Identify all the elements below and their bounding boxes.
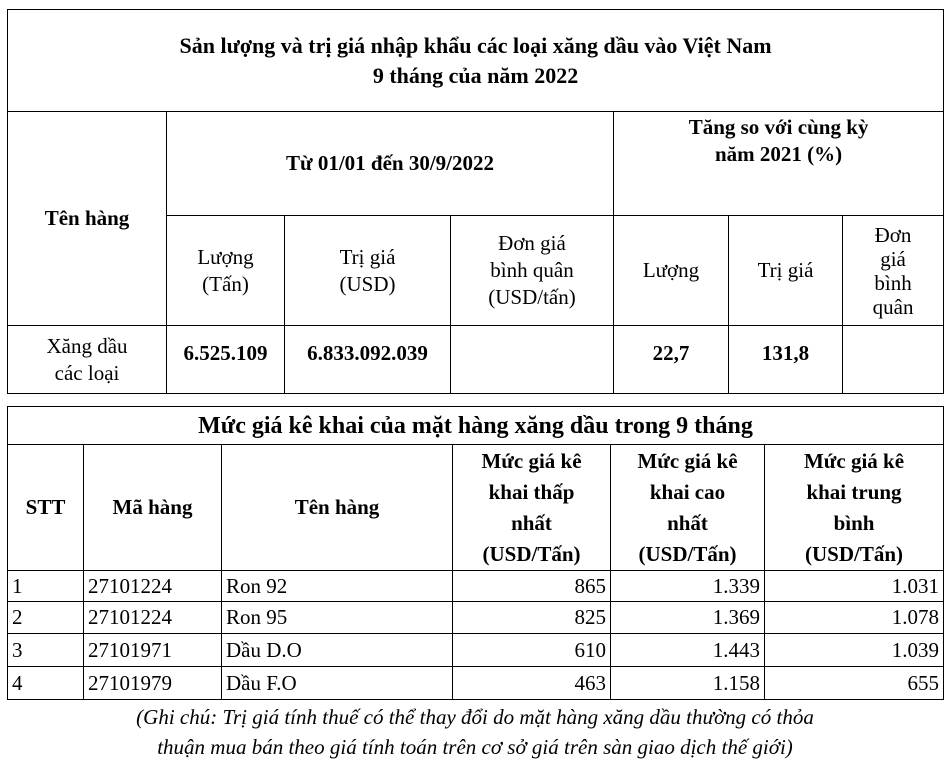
row-unit-price — [451, 326, 614, 394]
avg-price-header-line3: bình — [833, 510, 875, 535]
max-price-header-line2: khai cao — [649, 479, 726, 504]
row-max-price: 1.339 — [611, 571, 765, 602]
qty-header-line2: (Tấn) — [202, 271, 249, 296]
row-code: 27101979 — [84, 667, 222, 700]
row-min-price: 610 — [453, 634, 611, 667]
max-price-header — [611, 445, 765, 571]
row-product-name-line1: Xăng dầu — [46, 333, 128, 358]
footnote-line1: (Ghi chú: Trị giá tính thuế có thể thay đổi do mặt hàng xăng dầu thường có thỏa — [136, 705, 814, 729]
max-price-header-line1: Mức giá kê — [637, 448, 738, 473]
max-price-header-line3: nhất — [667, 510, 708, 535]
table2-title: Mức giá kê khai của mặt hàng xăng dầu trong 9 tháng — [8, 407, 944, 445]
avg-price-header-line4: (USD/Tấn) — [804, 541, 904, 566]
table-row — [8, 571, 944, 602]
row-name: Ron 92 — [222, 571, 453, 602]
value-header — [285, 216, 451, 326]
footnote — [7, 702, 943, 762]
row-code: 27101971 — [84, 634, 222, 667]
growth-header-line2: năm 2021 (%) — [714, 142, 843, 166]
row-code: 27101224 — [84, 602, 222, 634]
growth-value-header: Trị giá — [729, 216, 843, 326]
table-row — [8, 667, 944, 700]
growth-unit-line2: giá — [880, 246, 906, 271]
row-avg-price: 655 — [765, 667, 944, 700]
row-max-price: 1.158 — [611, 667, 765, 700]
footnote-line2: thuận mua bán theo giá tính toán trên cơ sở giá trên sàn giao dịch thế giới) — [157, 735, 793, 759]
import-summary-table — [7, 9, 944, 394]
row-product-name — [8, 326, 167, 394]
avg-price-header-line2: khai trung — [806, 479, 902, 504]
row-stt: 2 — [8, 602, 84, 634]
unit-price-header-line2: bình quân — [490, 258, 574, 282]
growth-unit-price-header — [843, 216, 944, 326]
qty-header — [167, 216, 285, 326]
row-product-name-line2: các loại — [54, 360, 120, 385]
row-stt: 4 — [8, 667, 84, 700]
row-avg-price: 1.039 — [765, 634, 944, 667]
unit-price-header-line3: (USD/tấn) — [488, 285, 576, 309]
unit-price-header — [451, 216, 614, 326]
row-name: Dầu F.O — [222, 667, 453, 700]
growth-unit-line1: Đơn — [874, 222, 912, 247]
unit-price-header-line1: Đơn giá — [498, 231, 566, 255]
table-row — [8, 602, 944, 634]
table1-title-line2: 9 tháng của năm 2022 — [372, 62, 579, 88]
stt-header: STT — [8, 445, 84, 571]
min-price-header-line1: Mức giá kê — [481, 448, 582, 473]
max-price-header-line4: (USD/Tấn) — [638, 541, 737, 566]
min-price-header-line4: (USD/Tấn) — [482, 541, 581, 566]
row-stt: 1 — [8, 571, 84, 602]
growth-unit-line4: quân — [872, 294, 914, 319]
row-stt: 3 — [8, 634, 84, 667]
row-growth-value: 131,8 — [729, 326, 843, 394]
row-qty: 6.525.109 — [167, 326, 285, 394]
value-header-line1: Trị giá — [339, 244, 396, 269]
growth-qty-header: Lượng — [614, 216, 729, 326]
row-name: Dầu D.O — [222, 634, 453, 667]
code-header: Mã hàng — [84, 445, 222, 571]
row-avg-price: 1.078 — [765, 602, 944, 634]
row-max-price: 1.443 — [611, 634, 765, 667]
period-header: Từ 01/01 đến 30/9/2022 — [167, 112, 614, 216]
growth-unit-line3: bình — [874, 270, 912, 295]
table-row — [8, 634, 944, 667]
qty-header-line1: Lượng — [197, 244, 254, 269]
min-price-header-line2: khai thấp — [488, 479, 575, 504]
row-value: 6.833.092.039 — [285, 326, 451, 394]
table1-title — [8, 10, 944, 112]
declared-price-table — [7, 406, 944, 700]
min-price-header — [453, 445, 611, 571]
row-min-price: 825 — [453, 602, 611, 634]
avg-price-header — [765, 445, 944, 571]
row-growth-unit-price — [843, 326, 944, 394]
col-product-name-header: Tên hàng — [8, 112, 167, 326]
row-max-price: 1.369 — [611, 602, 765, 634]
table1-title-line1: Sản lượng và trị giá nhập khẩu các loại xăng dầu vào Việt Nam — [179, 32, 772, 58]
row-min-price: 865 — [453, 571, 611, 602]
value-header-line2: (USD) — [339, 271, 396, 296]
row-avg-price: 1.031 — [765, 571, 944, 602]
name-header: Tên hàng — [222, 445, 453, 571]
avg-price-header-line1: Mức giá kê — [803, 448, 905, 473]
growth-header — [614, 112, 944, 216]
min-price-header-line3: nhất — [511, 510, 552, 535]
row-code: 27101224 — [84, 571, 222, 602]
row-name: Ron 95 — [222, 602, 453, 634]
row-min-price: 463 — [453, 667, 611, 700]
row-growth-qty: 22,7 — [614, 326, 729, 394]
growth-header-line1: Tăng so với cùng kỳ — [688, 115, 869, 139]
